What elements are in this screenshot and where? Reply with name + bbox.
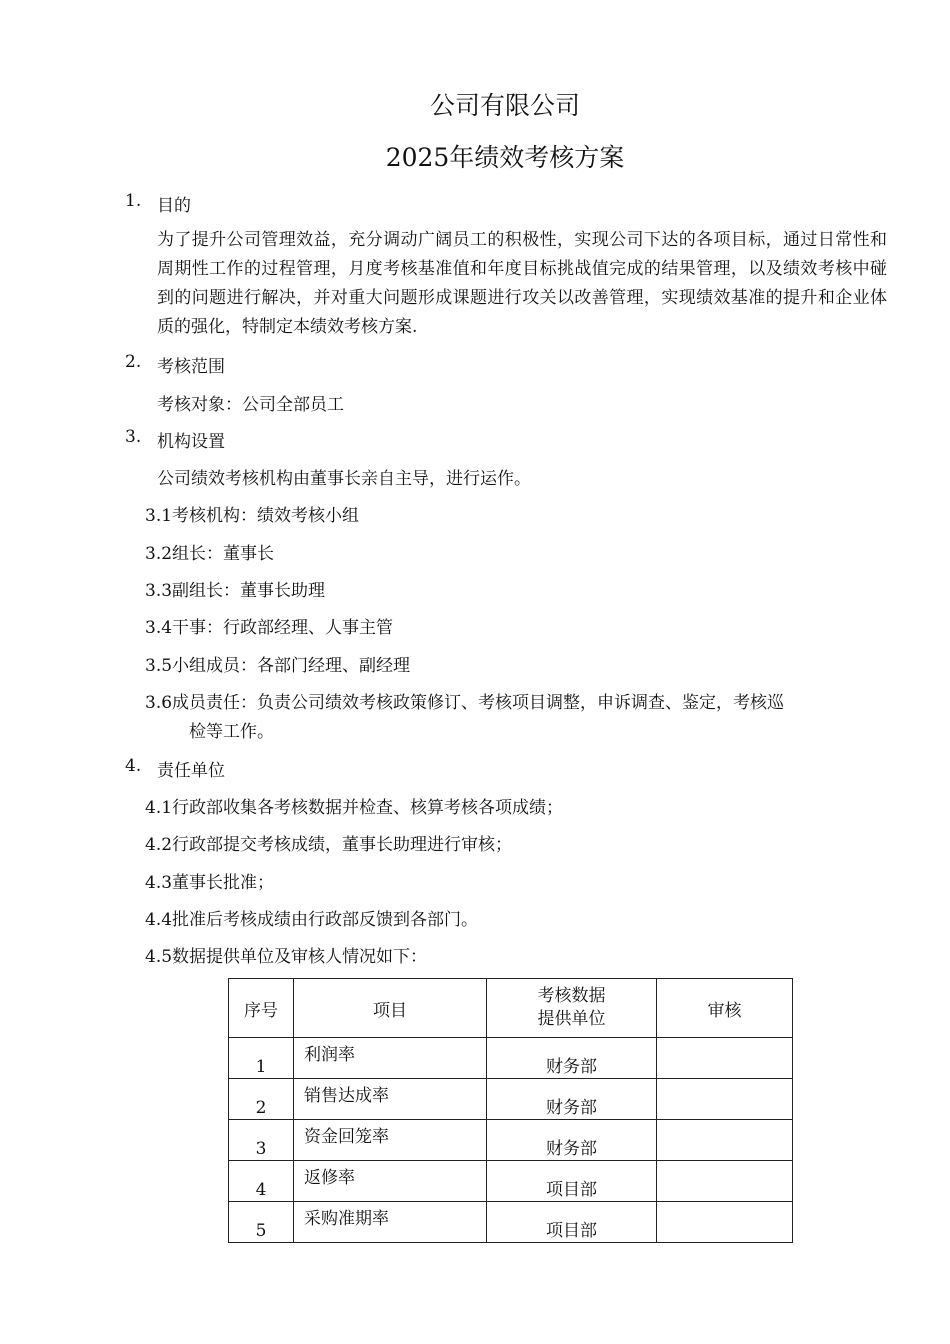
section-3-item-continuation: 检等工作。 [189, 722, 274, 742]
cell-item: 销售达成率 [294, 1079, 487, 1120]
section-3-item: 3.6成员责任：负责公司绩效考核政策修订、考核项目调整，申诉调查、鉴定，考核巡 [145, 693, 785, 713]
cell-item: 资金回笼率 [294, 1120, 487, 1161]
section-3-number: 3. [125, 427, 142, 447]
cell-seq: 5 [229, 1202, 294, 1243]
section-1-title: 目的 [157, 196, 191, 216]
section-4-item: 4.3董事长批准； [145, 873, 275, 893]
table-row [229, 1079, 793, 1120]
section-1-paragraph: 为了提升公司管理效益，充分调动广阔员工的积极性，实现公司下达的各项目标，通过日常性和周期性工作的过程管理，月度考核基准值和年度目标挑战值完成的结果管理，以及绩效考核中碰到的问题进行解决，并对重大问题形成课题进行攻关以改善管理，实现绩效基准的提升和企业体质的强化，特制定本绩效考核方案. [157, 230, 887, 337]
section-1-number: 1. [125, 191, 142, 211]
section-4-item: 4.5数据提供单位及审核人情况如下： [145, 947, 428, 967]
section-4-item: 4.1行政部收集各考核数据并检查、核算考核各项成绩； [145, 798, 564, 818]
header-provider-line1: 考核数据 [537, 986, 606, 1006]
table-row [229, 1038, 793, 1079]
header-provider [487, 979, 657, 1038]
cell-review[interactable] [657, 1120, 793, 1161]
header-seq: 序号 [229, 979, 294, 1038]
cell-provider: 财务部 [487, 1038, 657, 1079]
table-header-row [229, 979, 793, 1038]
cell-review[interactable] [657, 1202, 793, 1243]
section-4-title: 责任单位 [157, 761, 225, 781]
cell-seq: 2 [229, 1079, 294, 1120]
data-provider-table [228, 978, 793, 1243]
section-2-line: 考核对象：公司全部员工 [157, 395, 344, 415]
section-3-item: 3.1考核机构：绩效考核小组 [145, 506, 360, 526]
header-item: 项目 [294, 979, 487, 1038]
cell-review[interactable] [657, 1038, 793, 1079]
cell-seq: 1 [229, 1038, 294, 1079]
section-3-item: 3.3副组长：董事长助理 [145, 581, 326, 601]
section-3-title: 机构设置 [157, 432, 225, 452]
cell-item: 返修率 [294, 1161, 487, 1202]
section-4-item: 4.2行政部提交考核成绩，董事长助理进行审核； [145, 835, 513, 855]
table-row [229, 1161, 793, 1202]
section-3-item: 3.2组长：董事长 [145, 544, 275, 564]
section-2-title: 考核范围 [157, 357, 225, 377]
cell-seq: 3 [229, 1120, 294, 1161]
section-3-item: 3.4干事：行政部经理、人事主管 [145, 618, 394, 638]
cell-provider: 财务部 [487, 1120, 657, 1161]
cell-provider: 项目部 [487, 1202, 657, 1243]
header-provider-line2: 提供单位 [537, 1009, 606, 1029]
section-4-number: 4. [125, 756, 142, 776]
cell-provider: 财务部 [487, 1079, 657, 1120]
header-review: 审核 [657, 979, 793, 1038]
cell-review[interactable] [657, 1079, 793, 1120]
section-2-number: 2. [125, 352, 142, 372]
document-subtitle: 2025年绩效考核方案 [385, 143, 625, 172]
cell-item: 采购准期率 [294, 1202, 487, 1243]
document-title: 公司有限公司 [429, 91, 580, 120]
cell-provider: 项目部 [487, 1161, 657, 1202]
cell-item: 利润率 [294, 1038, 487, 1079]
table-row [229, 1120, 793, 1161]
cell-seq: 4 [229, 1161, 294, 1202]
table-row [229, 1202, 793, 1243]
section-3-line: 公司绩效考核机构由董事长亲自主导，进行运作。 [157, 469, 531, 489]
cell-review[interactable] [657, 1161, 793, 1202]
section-3-item: 3.5小组成员：各部门经理、副经理 [145, 656, 411, 676]
section-4-item: 4.4批准后考核成绩由行政部反馈到各部门。 [145, 910, 479, 930]
